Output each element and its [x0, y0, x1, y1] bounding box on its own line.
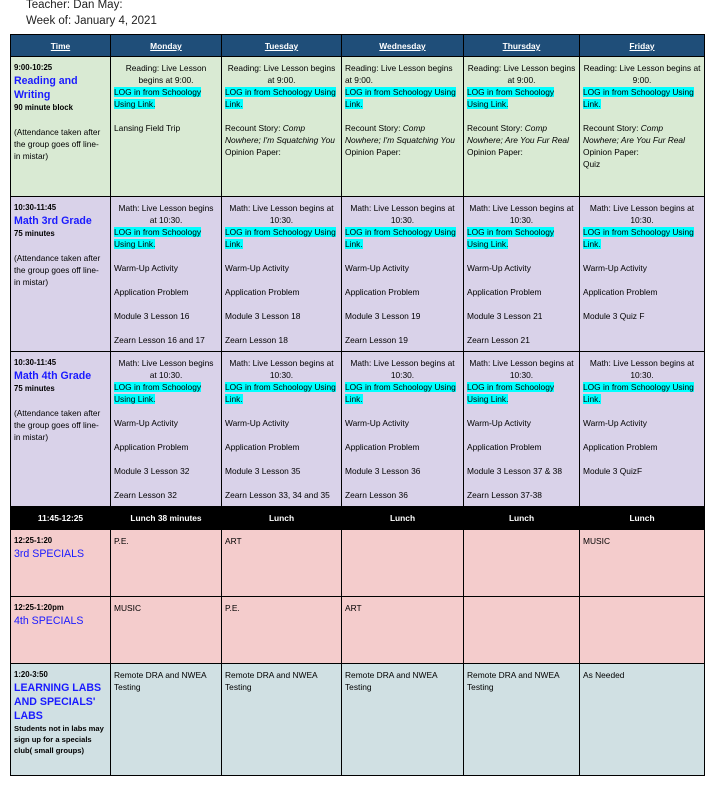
schoology-link[interactable]: LOG in from Schoology Using Link.	[467, 87, 555, 109]
opinion-paper: Opinion Paper:	[467, 147, 523, 157]
recount-story: Comp Nowhere; Are You Fur Real	[583, 123, 685, 145]
schoology-link[interactable]: LOG in from Schoology Using Link.	[345, 227, 456, 249]
warm-up: Warm-Up Activity	[345, 263, 409, 273]
zearn-lesson: Zearn Lesson 37-38	[467, 490, 542, 500]
schoology-link[interactable]: LOG in from Schoology Using Link.	[345, 87, 456, 109]
reading-thursday	[464, 57, 580, 197]
spec3-thursday	[464, 530, 580, 597]
reading-row	[11, 57, 705, 197]
math4-monday	[111, 352, 222, 507]
reading-time-cell	[11, 57, 111, 197]
application-problem: Application Problem	[225, 287, 300, 297]
time: 12:25-1:20pm	[14, 603, 64, 612]
attendance-note: (Attendance taken after the group goes off line- in mistar)	[14, 408, 101, 442]
spec4-row	[11, 597, 705, 664]
math4-row	[11, 352, 705, 507]
labs-wednesday: Remote DRA and NWEA Testing	[342, 664, 464, 776]
zearn-lesson: Zearn Lesson 16 and 17	[114, 335, 205, 345]
math4-tuesday	[222, 352, 342, 507]
col-thursday: Thursday	[464, 35, 580, 57]
live-lesson: Math: Live Lesson begins at 10:30.	[229, 358, 334, 380]
lunch-monday: Lunch 38 minutes	[111, 507, 222, 530]
recount-label: Recount Story:	[225, 123, 281, 133]
time: 10:30-11:45	[14, 203, 57, 212]
time: 1:20-3:50	[14, 670, 48, 679]
live-lesson: Math: Live Lesson begins at 10:30.	[118, 358, 214, 380]
labs-thursday: Remote DRA and NWEA Testing	[464, 664, 580, 776]
subject-label: 4th SPECIALS	[14, 615, 84, 627]
schoology-link[interactable]: LOG in from Schoology Using Link.	[225, 382, 336, 404]
spec4-tuesday: P.E.	[222, 597, 342, 664]
schoology-link[interactable]: LOG in from Schoology Using Link.	[467, 382, 555, 404]
recount-label: Recount Story:	[345, 123, 401, 133]
zearn-lesson: Zearn Lesson 36	[345, 490, 408, 500]
module-lesson: Module 3 Lesson 35	[225, 466, 301, 476]
live-lesson: Math: Live Lesson begins at 10:30.	[229, 203, 334, 225]
warm-up: Warm-Up Activity	[114, 418, 178, 428]
application-problem: Application Problem	[225, 442, 300, 452]
col-friday: Friday	[580, 35, 705, 57]
spec4-monday: MUSIC	[111, 597, 222, 664]
opinion-paper: Opinion Paper:	[225, 147, 281, 157]
lunch-thursday: Lunch	[464, 507, 580, 530]
spec4-wednesday: ART	[342, 597, 464, 664]
recount-story: Comp Nowhere; I'm Squatching You	[225, 123, 335, 145]
zearn-lesson: Zearn Lesson 18	[225, 335, 288, 345]
quiz: Quiz	[583, 159, 601, 169]
teacher-name: Teacher: Dan May:	[26, 0, 123, 11]
math3-wednesday	[342, 197, 464, 352]
module-lesson: Module 3 Lesson 32	[114, 466, 190, 476]
math4-wednesday	[342, 352, 464, 507]
lunch-friday: Lunch	[580, 507, 705, 530]
labs-monday: Remote DRA and NWEA Testing	[111, 664, 222, 776]
labs-time-cell	[11, 664, 111, 776]
reading-friday	[580, 57, 705, 197]
live-lesson: Math: Live Lesson begins at 10:30.	[350, 358, 455, 380]
module-lesson: Module 3 Lesson 19	[345, 311, 421, 321]
spec3-time-cell	[11, 530, 111, 597]
reading-tuesday	[222, 57, 342, 197]
application-problem: Application Problem	[583, 287, 658, 297]
time: 9:00-10:25	[14, 63, 53, 72]
schoology-link[interactable]: LOG in from Schoology Using Link.	[467, 227, 555, 249]
spec3-friday: MUSIC	[580, 530, 705, 597]
zearn-lesson: Zearn Lesson 21	[467, 335, 530, 345]
activity: Lansing Field Trip	[114, 123, 181, 133]
subject-label: Math 4th Grade	[14, 370, 92, 382]
zearn-lesson: Zearn Lesson 33, 34 and 35	[225, 490, 330, 500]
labs-note: Students not in labs may sign up for a specials club( small groups)	[14, 724, 104, 755]
module-lesson: Module 3 Lesson 21	[467, 311, 543, 321]
live-lesson: Math: Live Lesson begins at 10:30.	[118, 203, 214, 225]
subject-label: LEARNING LABS AND SPECIALS' LABS	[14, 682, 102, 722]
math4-thursday	[464, 352, 580, 507]
lunch-time: 11:45-12:25	[11, 507, 111, 530]
subject-label: Math 3rd Grade	[14, 215, 92, 227]
labs-row	[11, 664, 705, 776]
schedule-table	[10, 34, 705, 776]
schoology-link[interactable]: LOG in from Schoology Using Link.	[114, 87, 202, 109]
schoology-link[interactable]: LOG in from Schoology Using Link.	[225, 87, 336, 109]
recount-story: Comp Nowhere; I'm Squatching You	[345, 123, 455, 145]
application-problem: Application Problem	[467, 287, 542, 297]
schoology-link[interactable]: LOG in from Schoology Using Link.	[114, 382, 202, 404]
subject-label: 3rd SPECIALS	[14, 548, 85, 560]
warm-up: Warm-Up Activity	[345, 418, 409, 428]
reading-monday	[111, 57, 222, 197]
schoology-link[interactable]: LOG in from Schoology Using Link.	[583, 382, 694, 404]
duration: 90 minute block	[14, 103, 73, 112]
duration: 75 minutes	[14, 384, 55, 393]
spec4-time-cell	[11, 597, 111, 664]
math3-monday	[111, 197, 222, 352]
spec3-monday: P.E.	[111, 530, 222, 597]
spec3-wednesday	[342, 530, 464, 597]
zearn-lesson: Zearn Lesson 32	[114, 490, 177, 500]
schoology-link[interactable]: LOG in from Schoology Using Link.	[345, 382, 456, 404]
live-lesson: Math: Live Lesson begins at 10:30.	[589, 358, 695, 380]
module-lesson: Module 3 Lesson 36	[345, 466, 421, 476]
time: 12:25-1:20	[14, 536, 53, 545]
col-wednesday: Wednesday	[342, 35, 464, 57]
col-time: Time	[11, 35, 111, 57]
application-problem: Application Problem	[345, 442, 420, 452]
application-problem: Application Problem	[467, 442, 542, 452]
math3-tuesday	[222, 197, 342, 352]
time: 10:30-11:45	[14, 358, 57, 367]
live-lesson: Math: Live Lesson begins at 10:30.	[589, 203, 695, 225]
live-lesson: Reading: Live Lesson begins at 9:00.	[583, 63, 701, 85]
module-lesson: Module 3 Lesson 16	[114, 311, 190, 321]
spec4-thursday	[464, 597, 580, 664]
application-problem: Application Problem	[114, 442, 189, 452]
math3-thursday	[464, 197, 580, 352]
recount-label: Recount Story:	[583, 123, 639, 133]
live-lesson: Math: Live Lesson begins at 10:30.	[350, 203, 455, 225]
math4-time-cell	[11, 352, 111, 507]
lunch-wednesday: Lunch	[342, 507, 464, 530]
warm-up: Warm-Up Activity	[467, 263, 531, 273]
warm-up: Warm-Up Activity	[114, 263, 178, 273]
subject-label: Reading and Writing	[14, 75, 78, 101]
lunch-tuesday: Lunch	[222, 507, 342, 530]
labs-friday: As Needed	[580, 664, 705, 776]
live-lesson: Reading: Live Lesson begins at 9:00.	[125, 63, 207, 85]
warm-up: Warm-Up Activity	[583, 418, 647, 428]
schoology-link[interactable]: LOG in from Schoology Using Link.	[583, 87, 694, 109]
opinion-paper: Opinion Paper:	[583, 147, 639, 157]
spec3-row	[11, 530, 705, 597]
schoology-link[interactable]: LOG in from Schoology Using Link.	[225, 227, 336, 249]
live-lesson: Math: Live Lesson begins at 10:30.	[469, 358, 574, 380]
col-monday: Monday	[111, 35, 222, 57]
spec4-friday	[580, 597, 705, 664]
math3-row	[11, 197, 705, 352]
warm-up: Warm-Up Activity	[225, 263, 289, 273]
week-of: Week of: January 4, 2021	[26, 15, 157, 27]
module-lesson: Module 3 QuizF	[583, 466, 643, 476]
live-lesson: Reading: Live Lesson begins at 9:00.	[345, 63, 453, 85]
recount-label: Recount Story:	[467, 123, 523, 133]
lunch-row	[11, 507, 705, 530]
math4-friday	[580, 352, 705, 507]
labs-tuesday: Remote DRA and NWEA Testing	[222, 664, 342, 776]
math3-time-cell	[11, 197, 111, 352]
math3-friday	[580, 197, 705, 352]
live-lesson: Reading: Live Lesson begins at 9:00.	[467, 63, 576, 85]
opinion-paper: Opinion Paper:	[345, 147, 401, 157]
live-lesson: Math: Live Lesson begins at 10:30.	[469, 203, 574, 225]
warm-up: Warm-Up Activity	[467, 418, 531, 428]
reading-wednesday	[342, 57, 464, 197]
schoology-link[interactable]: LOG in from Schoology Using Link.	[583, 227, 694, 249]
live-lesson: Reading: Live Lesson begins at 9:00.	[227, 63, 336, 85]
module-lesson: Module 3 Lesson 37 & 38	[467, 466, 562, 476]
module-lesson: Module 3 Lesson 18	[225, 311, 301, 321]
application-problem: Application Problem	[114, 287, 189, 297]
application-problem: Application Problem	[345, 287, 420, 297]
recount-story: Comp Nowhere; Are You Fur Real	[467, 123, 569, 145]
zearn-lesson: Zearn Lesson 19	[345, 335, 408, 345]
spec3-tuesday: ART	[222, 530, 342, 597]
col-tuesday: Tuesday	[222, 35, 342, 57]
header-row	[11, 35, 705, 57]
attendance-note: (Attendance taken after the group goes off line- in mistar)	[14, 127, 101, 161]
application-problem: Application Problem	[583, 442, 658, 452]
warm-up: Warm-Up Activity	[583, 263, 647, 273]
attendance-note: (Attendance taken after the group goes off line- in mistar)	[14, 253, 101, 287]
warm-up: Warm-Up Activity	[225, 418, 289, 428]
duration: 75 minutes	[14, 229, 55, 238]
schoology-link[interactable]: LOG in from Schoology Using Link.	[114, 227, 202, 249]
module-lesson: Module 3 Quiz F	[583, 311, 645, 321]
